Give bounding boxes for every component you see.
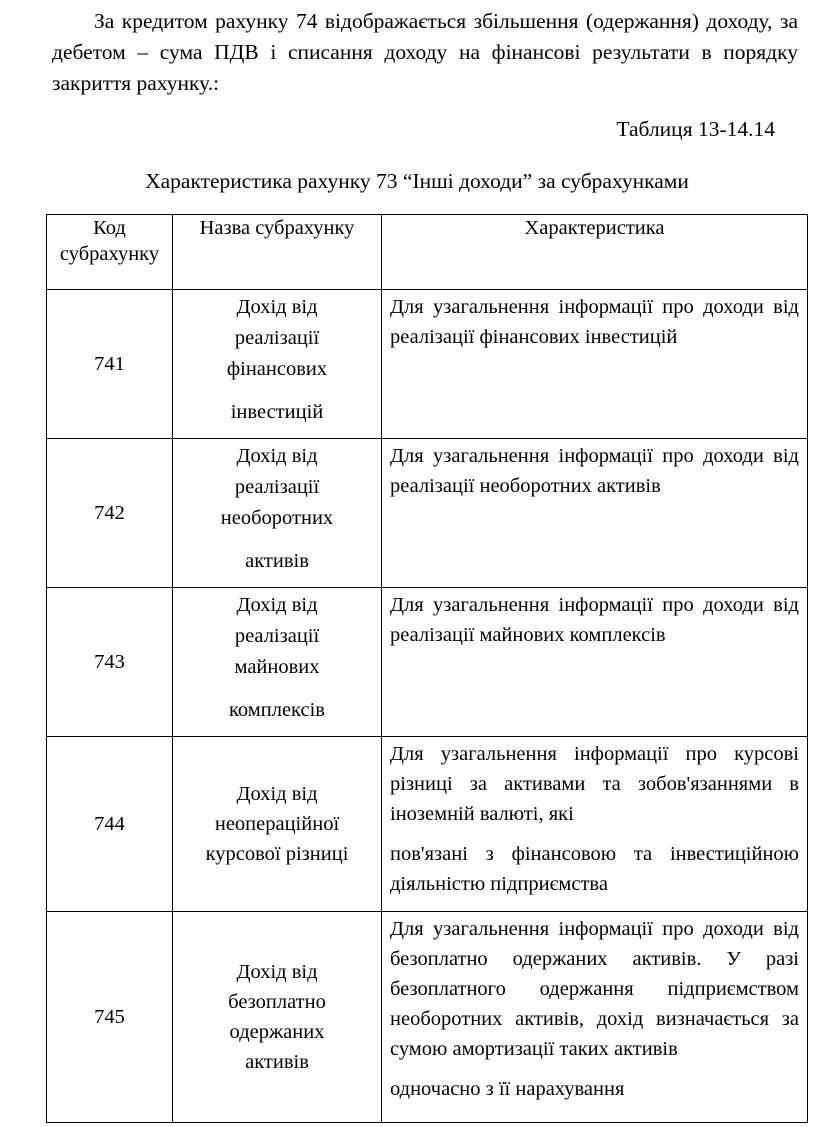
header-code: [47, 215, 173, 290]
row-name: [173, 439, 382, 588]
row-description: [382, 912, 808, 1123]
row-name-line: Дохід від: [236, 445, 318, 467]
subaccounts-table: [46, 214, 808, 1123]
row-name: [173, 737, 382, 912]
table-row: [47, 737, 808, 912]
header-name: Назва субрахунку: [173, 215, 382, 290]
table-row: [47, 290, 808, 439]
row-name-line: реалізації: [234, 625, 320, 647]
row-name-line: необоротних: [220, 507, 334, 529]
row-description-text: Для узагальнення інформації про курсові різниці за активами та зобов'язаннями в іноземній валюті, які: [390, 743, 799, 825]
row-description: Для узагальнення інформації про доходи від реалізації майнових комплексів: [382, 588, 808, 737]
table-number: Таблиця 13-14.14: [616, 117, 775, 141]
row-name-line: безоплатно: [228, 991, 326, 1013]
row-description: Для узагальнення інформації про доходи від реалізації фінансових інвестицій: [382, 290, 808, 439]
row-description: [382, 737, 808, 912]
row-description-continuation: пов'язані з фінансовою та інвестиційною діяльністю підприємства: [390, 843, 799, 895]
row-name-line: активів: [245, 550, 309, 572]
table-row: [47, 912, 808, 1123]
row-name-line: Дохід від: [236, 296, 318, 318]
row-code: 745: [47, 912, 173, 1123]
row-description: Для узагальнення інформації про доходи від реалізації необоротних активів: [382, 439, 808, 588]
row-name-line: інвестицій: [230, 401, 324, 423]
row-code: 743: [47, 588, 173, 737]
row-name-line: активів: [245, 1051, 309, 1073]
row-name-line: реалізації: [234, 476, 320, 498]
row-name-line: Дохід від: [236, 783, 318, 805]
row-name-line: Дохід від: [236, 961, 318, 983]
row-name-line: майнових: [234, 656, 320, 678]
row-name-line: Дохід від: [236, 594, 318, 616]
row-description-text: Для узагальнення інформації про доходи від безоплатно одержаних активів. У разі безоплатного одержання підприємством необоротних активів, дохід визначається за сумою амортизації таких активів: [390, 918, 799, 1060]
table-row: [47, 439, 808, 588]
table-row: [47, 588, 808, 737]
table-header-row: [47, 215, 808, 290]
row-code: 742: [47, 439, 173, 588]
row-name-line: одержаних: [229, 1021, 325, 1043]
row-description-continuation: одночасно з її нарахування: [390, 1078, 625, 1100]
row-code: 741: [47, 290, 173, 439]
header-code-line2: субрахунку: [59, 243, 160, 265]
row-code: 744: [47, 737, 173, 912]
row-name-line: фінансових: [226, 358, 328, 380]
row-name-line: неопераційної: [214, 813, 340, 835]
table-title: Характеристика рахунку 73 “Інші доходи” за субрахунками: [145, 169, 689, 193]
intro-paragraph: За кредитом рахунку 74 відображається збільшення (одержання) доходу, за дебетом – сума ПДВ і списання доходу на фінансові результати в порядку закриття рахунку.:: [52, 9, 798, 95]
row-name-line: курсової різниці: [205, 843, 349, 865]
row-name-line: комплексів: [229, 699, 325, 721]
row-name: [173, 912, 382, 1123]
header-description: Характеристика: [382, 215, 808, 290]
row-name: [173, 290, 382, 439]
row-name-line: реалізації: [234, 327, 320, 349]
header-code-line1: Код: [93, 217, 126, 239]
row-name: [173, 588, 382, 737]
